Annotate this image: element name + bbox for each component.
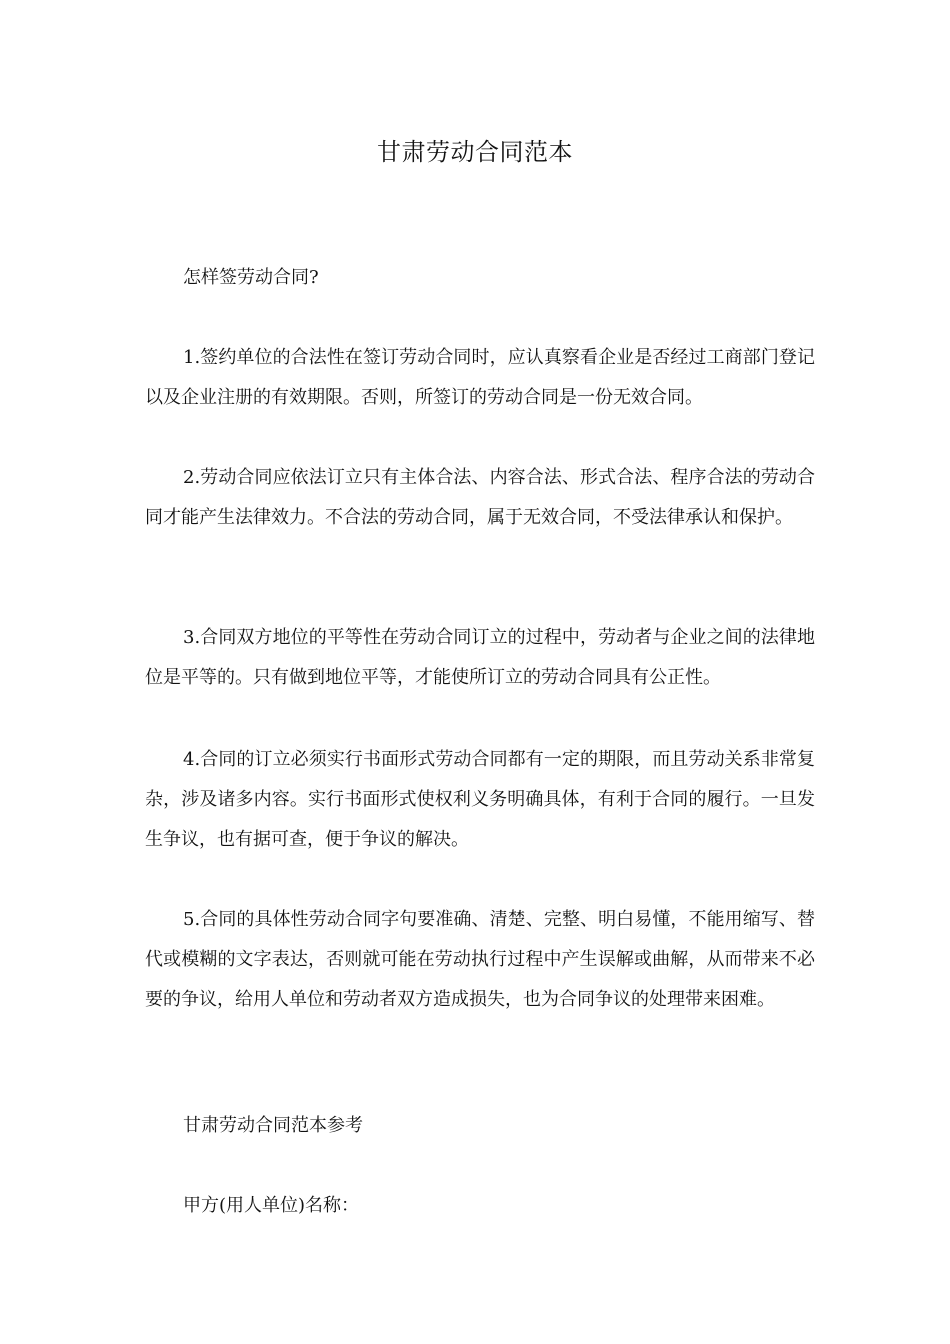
paragraph-point-3: 3.合同双方地位的平等性在劳动合同订立的过程中，劳动者与企业之间的法律地位是平等的。只有做到地位平等，才能使所订立的劳动合同具有公正性。 xyxy=(145,627,815,688)
paragraph-point-5: 5.合同的具体性劳动合同字句要准确、清楚、完整、明白易懂，不能用缩写、替代或模糊的文字表达，否则就可能在劳动执行过程中产生误解或曲解，从而带来不必要的争议，给用人单位和劳动者双方造成损失，也为合同争议的处理带来困难。 xyxy=(145,909,815,1010)
paragraph-point-4: 4.合同的订立必须实行书面形式劳动合同都有一定的期限，而且劳动关系非常复杂，涉及诸多内容。实行书面形式使权利义务明确具体，有利于合同的履行。一旦发生争议，也有据可查，便于争议的解决。 xyxy=(145,749,815,850)
paragraph-party-a-name: 甲方(用人单位)名称： xyxy=(183,1195,360,1216)
paragraph-how-to-sign: 怎样签劳动合同? xyxy=(183,267,319,288)
paragraph-reference-heading: 甘肃劳动合同范本参考 xyxy=(183,1115,363,1136)
paragraph-point-2: 2.劳动合同应依法订立只有主体合法、内容合法、形式合法、程序合法的劳动合同才能产生法律效力。不合法的劳动合同，属于无效合同，不受法律承认和保护。 xyxy=(145,467,815,528)
paragraph-point-1: 1.签约单位的合法性在签订劳动合同时，应认真察看企业是否经过工商部门登记以及企业注册的有效期限。否则，所签订的劳动合同是一份无效合同。 xyxy=(145,347,815,408)
document-title: 甘肃劳动合同范本 xyxy=(377,138,573,166)
